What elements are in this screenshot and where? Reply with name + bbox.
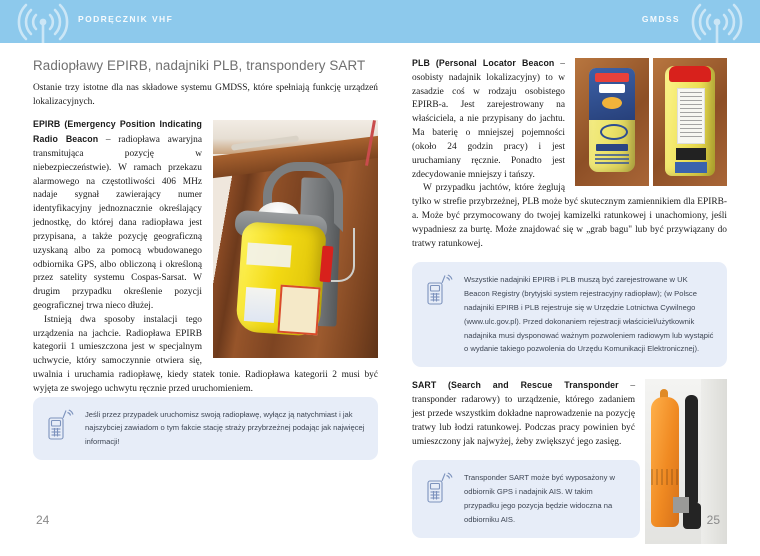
epirb-body: – radiopława awaryjna transmitująca pozycję w niebezpieczeństwie). W ramach przekazu alarmowego na częstotliwości 406 MHz nadaje sygnał zawierający numer identyfikacyjny jednoznacznie określający jednostkę, do której dana radiopława jest przypisana, a także pozycję geograficzną uzyskaną albo za pomocą wbudowanego odbiornika GPS, albo obliczoną i określoną przez satelity systemu Cospas-Sarsat. W drugim przypadku określenie pozycji geograficznej trwa nieco dłużej. [33, 135, 202, 311]
page-number-right: 25 [706, 513, 720, 527]
header-right-label: GMDSS [641, 14, 680, 24]
registration-text: Wszystkie nadajniki EPIRB i PLB muszą być zarejestrowane w UK Beacon Registry (brytyjski system rejestracyjny radiopław); (w Polsce nadajniki EPIRB i PLB rejestruje się w Urzędzie Lotnictwa Cywilnego (www.ulc.gov.pl). Przed dokonaniem rejestracji właściciel/użytkownik nadajnika musi dysponować ważnym pozwoleniem radiowym lub wystąpić o wydanie takiego pozwolenia do Urzędu Komunikacji Elektronicznej). [464, 275, 714, 354]
radio-waves-icon [14, 0, 72, 50]
handheld-vhf-radio-icon [425, 274, 453, 306]
radio-waves-icon [688, 0, 746, 50]
plb-body: – osobisty nadajnik lokalizacyjny) to w zasadzie coś w rodzaju osobistego EPIRB-a. Jest zarejestrowany na właściciela, a nie przypisany do jachtu. Ma baterię o mniejszej pojemności (około 24 godzin pracy) i jest uruchamiany ręcznie. Ponadto jest zdecydowanie mniejszy i tańszy. [412, 59, 565, 180]
epirb-warning-infobox [33, 397, 378, 460]
sart-expansion: (Search and Rescue Transponder [448, 380, 619, 391]
header-left-label: PODRĘCZNIK VHF [78, 14, 174, 24]
plb-photo-back [653, 58, 727, 186]
epirb-beacon-photo [213, 120, 378, 358]
plb-term: PLB [412, 58, 430, 68]
lead-paragraph: Ostanie trzy istotne dla nas składowe systemu GMDSS, które spełniają funkcję urządzeń lokalizacyjnych. [33, 83, 378, 108]
registration-infobox [412, 262, 727, 367]
epirb-paragraph-2: Istnieją dwa sposoby instalacji tego urządzenia na jachcie. Radiopława EPIRB kategorii 1 umieszczona jest w specjalnym uchwycie, który samoczynnie otwiera się, uwalnia i uruchamia radiopławę, kiedy statek tonie. Radiopława kategorii 2 musi być wyjęta ze swojego uchwytu ręcznie przed uruchomieniem. [33, 314, 378, 394]
plb-photo-front [575, 58, 649, 186]
epirb-warning-text: Jeśli przez przypadek uruchomisz swoją radiopławę, wyłącz ją natychmiast i jak najszybciej zawiadom o tym fakcie stację straży przybrzeżnej podając jak najwięcej informacji! [85, 409, 365, 447]
plb-paragraph-2: W przypadku jachtów, które żeglują tylko w strefie przybrzeżnej, PLB może być skutecznym zamiennikiem dla EPIRB-a. Może być przymocowany do twojej kamizelki ratunkowej i unachomiony, jeśli wypadniesz za burtę. Może znajdować się w „grab bagu" lub być przywiązany do tratwy ratunkowej. [412, 183, 727, 249]
sart-body: – transponder radarowy) to urządzenie, którego zadaniem jest przede wszystkim dokładne naprowadzenie na pozycję tratwy lub łodzi ratunkowej. Podczas pracy powinien być umieszczony jak najwyżej, żeby zwiększyć jego zasięg. [412, 381, 636, 447]
handheld-vhf-radio-icon [46, 409, 74, 441]
left-page-column [33, 57, 378, 460]
handheld-vhf-radio-icon [425, 472, 453, 504]
page-number-left: 24 [36, 513, 50, 527]
sart-gps-text: Transponder SART może być wyposażony w odbiornik GPS i nadajnik AIS. W takim przypadku jego pozycja będzie widoczna na odbiorniku AIS. [464, 473, 615, 524]
epirb-expansion: (Emergency Position Indicating Radio Beacon [33, 119, 202, 145]
sart-term: SART [412, 380, 437, 391]
epirb-term: EPIRB [33, 119, 61, 130]
right-page-column [412, 57, 727, 549]
sart-gps-infobox [412, 460, 640, 537]
header-band [0, 0, 760, 43]
plb-expansion: (Personal Locator Beacon [435, 58, 555, 68]
page-title: Radiopławy EPIRB, nadajniki PLB, transpondery SART [33, 58, 366, 73]
plb-beacon-photos [575, 58, 727, 186]
